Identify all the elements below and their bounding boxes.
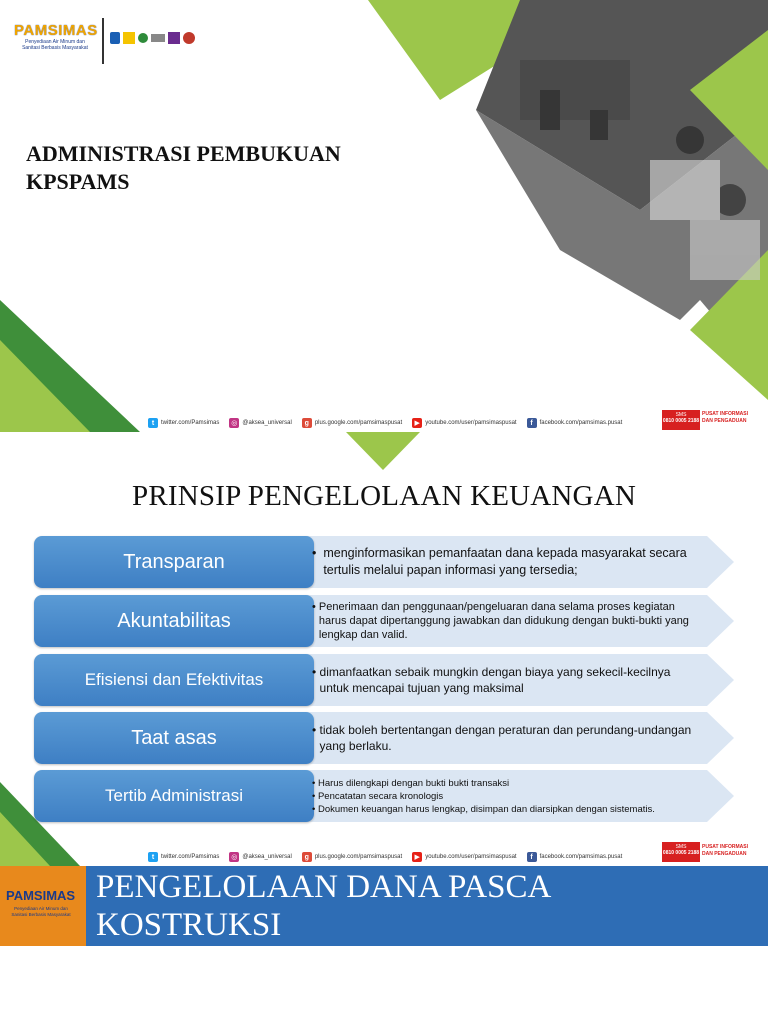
footer-facebook[interactable]: f facebook.com/pamsimas.pusat	[527, 418, 623, 428]
principle-label: Tertib Administrasi	[34, 770, 314, 822]
footer-twitter[interactable]: t twitter.com/Pamsimas	[148, 852, 219, 862]
health-logo-icon	[138, 33, 148, 43]
facebook-icon: f	[527, 418, 537, 428]
social-footer	[148, 418, 622, 428]
footer-google[interactable]: g plus.google.com/pamsimaspusat	[302, 418, 402, 428]
principle-desc: • menginformasikan pemanfaatan dana kepada masyarakat secara tertulis melalui papan informasi yang tersedia;	[312, 536, 702, 588]
footer-instagram[interactable]: ◎ @aksea_universal	[231, 854, 292, 861]
top-center-triangle	[346, 432, 420, 470]
principle-row-taat-asas	[34, 712, 734, 764]
kemendagri-logo-icon	[168, 32, 180, 44]
hotline-caption: PUSAT INFORMASI DAN PENGADUAN	[702, 844, 749, 857]
slide-administrasi	[0, 0, 768, 432]
instagram-icon: ◎	[231, 854, 238, 861]
principle-row-transparan	[34, 536, 734, 588]
bullet-text: tidak boleh bertentangan dengan peraturan dan perundang-undangan yang berlaku.	[319, 723, 692, 753]
logo-divider	[102, 18, 104, 64]
youtube-icon: ▶	[412, 418, 422, 428]
logo-text: PAMSIMAS	[6, 888, 76, 903]
logo-subtitle: Penyediaan Air Minum dan Sanitasi Berbasis Masyarakat	[11, 906, 71, 917]
slide1-decoration	[0, 0, 768, 432]
slide1-title-line2: KPSPAMS	[26, 169, 130, 194]
principle-row-tertib-administrasi	[34, 770, 734, 822]
instagram-icon: ◎	[231, 420, 238, 427]
principle-desc: • tidak boleh bertentangan dengan peraturan dan perundang-undangan yang berlaku.	[312, 712, 702, 764]
social-footer	[148, 852, 622, 862]
partner-logos	[110, 32, 195, 44]
footer-google[interactable]: g plus.google.com/pamsimaspusat	[302, 852, 402, 862]
pamsimas-logo	[14, 22, 98, 62]
principle-label: Transparan	[34, 536, 314, 588]
hotline-badge: SMS 0810 0005 2188	[662, 410, 700, 430]
bullet-text: Harus dilengkapi dengan bukti bukti transaksi	[317, 777, 510, 789]
principle-desc: • dimanfaatkan sebaik mungkin dengan biaya yang sekecil-kecilnya untuk mencapai tujuan yang maksimal	[312, 654, 702, 706]
pu-logo-icon	[123, 32, 135, 44]
slide1-title-line1: ADMINISTRASI PEMBUKUAN	[26, 141, 341, 166]
principle-label: Akuntabilitas	[34, 595, 314, 647]
slide-pengelolaan-dana	[0, 866, 768, 946]
hotline-caption: PUSAT INFORMASI DAN PENGADUAN	[702, 411, 749, 424]
slide2-title: PRINSIP PENGELOLAAN KEUANGAN	[132, 480, 636, 512]
slide1-title	[26, 140, 341, 196]
pamsimas-logo-orange	[0, 866, 86, 946]
twitter-icon: t	[148, 418, 158, 428]
partner-round-logo-icon	[183, 32, 195, 44]
principle-desc: • Harus dilengkapi dengan bukti bukti transaksi • Pencatatan secara kronologis • Dokumen keuangan harus lengkap, disimpan dan diarsipkan dengan sistematis.	[312, 777, 655, 815]
principle-label: Taat asas	[34, 712, 314, 764]
twitter-icon: t	[148, 852, 158, 862]
bullet-text: Penerimaan dan penggunaan/pengeluaran dana selama proses kegiatan harus dapat dipertanggung jawabkan dan didukung dengan bukti-bukti yang lengkap dan valid.	[318, 601, 689, 641]
slide-prinsip	[0, 432, 768, 866]
slide3-title	[96, 868, 551, 944]
slide3-title-line2: KOSTRUKSI	[96, 907, 282, 943]
hotline-badge: SMS 0810 0005 2188	[662, 842, 700, 862]
slide3-title-line1: PENGELOLAAN DANA PASCA	[96, 869, 552, 905]
logo-subtitle: Penyediaan Air Minum dan Sanitasi Berbasis Masyarakat	[22, 39, 88, 51]
google-plus-icon: g	[302, 852, 312, 862]
footer-instagram[interactable]: ◎ @aksea_universal	[231, 420, 292, 427]
principle-label: Efisiensi dan Efektivitas	[34, 654, 314, 706]
bappenas-logo-icon	[151, 34, 165, 42]
principle-desc: • Penerimaan dan penggunaan/pengeluaran dana selama proses kegiatan harus dapat dipertanggung jawabkan dan didukung dengan bukti-bukti yang lengkap dan valid.	[312, 595, 702, 647]
bullet-text: menginformasikan pemanfaatan dana kepada masyarakat secara tertulis melalui papan informasi yang tersedia;	[323, 546, 687, 577]
bullet-text: Dokumen keuangan harus lengkap, disimpan dan diarsipkan dengan sistematis.	[317, 803, 655, 815]
bullet-text: Pencatatan secara kronologis	[317, 790, 444, 802]
footer-youtube[interactable]: ▶ youtube.com/user/pamsimaspusat	[412, 418, 516, 428]
ministry-logo-icon	[110, 32, 120, 44]
footer-facebook[interactable]: f facebook.com/pamsimas.pusat	[527, 852, 623, 862]
principle-row-efisiensi	[34, 654, 734, 706]
facebook-icon: f	[527, 852, 537, 862]
google-plus-icon: g	[302, 418, 312, 428]
bullet-text: dimanfaatkan sebaik mungkin dengan biaya yang sekecil-kecilnya untuk mencapai tujuan yang maksimal	[319, 665, 671, 695]
footer-youtube[interactable]: ▶ youtube.com/user/pamsimaspusat	[412, 852, 516, 862]
principle-row-akuntabilitas	[34, 595, 734, 647]
logo-text: PAMSIMAS	[14, 22, 98, 39]
youtube-icon: ▶	[412, 852, 422, 862]
footer-twitter[interactable]: t twitter.com/Pamsimas	[148, 418, 219, 428]
